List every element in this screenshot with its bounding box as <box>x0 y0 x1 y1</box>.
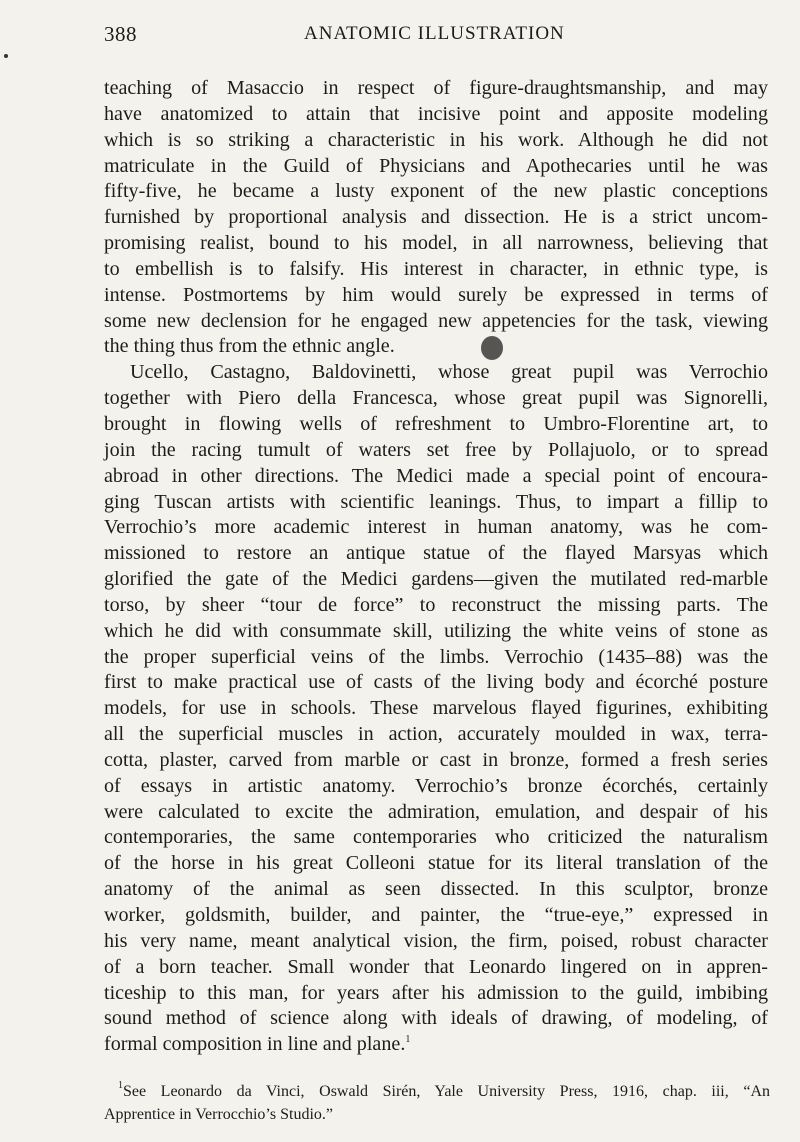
text-line: some new declension for he engaged new appetencies for the task, viewing <box>104 309 768 332</box>
text-line: have anatomized to attain that incisive point and apposite modeling <box>104 102 768 125</box>
text-line: sound method of science along with ideals of drawing, of modeling, of <box>104 1007 768 1030</box>
text-line: were calculated to excite the admiration, emulation, and despair of his <box>104 800 768 823</box>
page-number: 388 <box>104 22 137 46</box>
text-line-with-footnote-ref <box>104 1032 768 1058</box>
footnote-line <box>104 1080 770 1103</box>
text-line: intense. Postmortems by him would surely be expressed in terms of <box>104 283 768 306</box>
margin-speck <box>4 54 8 58</box>
text-line: which is so striking a characteristic in his work. Although he did not <box>104 128 768 151</box>
text-line: of essays in artistic anatomy. Verrochio’s bronze écorchés, certainly <box>104 774 768 797</box>
text-line: matriculate in the Guild of Physicians and Apothecaries until he was <box>104 154 768 177</box>
footnote-reference[interactable]: 1 <box>405 1034 411 1046</box>
paragraph-2 <box>104 360 768 1058</box>
text-line: cotta, plaster, carved from marble or cast in bronze, formed a fresh series <box>104 748 768 771</box>
footnote-line: Apprentice in Verrocchio’s Studio.” <box>104 1106 333 1123</box>
text-line: glorified the gate of the Medici gardens—given the mutilated red-marble <box>104 568 768 591</box>
paragraph-1 <box>104 76 768 360</box>
text-line: furnished by proportional analysis and dissection. He is a strict uncom- <box>104 206 768 229</box>
text-line: all the superficial muscles in action, accurately moulded in wax, terra- <box>104 723 768 746</box>
footnote <box>104 1080 770 1126</box>
text-line: his very name, meant analytical vision, the firm, poised, robust character <box>104 929 768 952</box>
page-header <box>104 22 764 52</box>
text-line: which he did with consummate skill, utilizing the white veins of stone as <box>104 619 768 642</box>
text-line: first to make practical use of casts of the living body and écorché posture <box>104 671 768 694</box>
text-line: ging Tuscan artists with scientific leanings. Thus, to impart a fillip to <box>104 490 768 513</box>
text-line: fifty-five, he became a lusty exponent of the new plastic conceptions <box>104 180 768 203</box>
text-line: worker, goldsmith, builder, and painter, the “true-eye,” expressed in <box>104 904 768 926</box>
text-line: torso, by sheer “tour de force” to reconstruct the missing parts. The <box>104 593 768 616</box>
text-line: together with Piero della Francesca, whose great pupil was Signorelli, <box>104 387 768 410</box>
text-line: anatomy of the animal as seen dissected. In this sculptor, bronze <box>104 878 768 901</box>
text-line: formal composition in line and plane. <box>104 1033 406 1056</box>
text-line: Verrochio’s more academic interest in human anatomy, was he com- <box>104 516 768 539</box>
text-line: the proper superficial veins of the limbs. Verrochio (1435–88) was the <box>104 645 768 668</box>
text-line: models, for use in schools. These marvelous flayed figurines, exhibiting <box>104 697 768 720</box>
body-text <box>104 76 768 1058</box>
text-line: promising realist, bound to his model, in all narrowness, believing that <box>104 232 768 255</box>
text-line: teaching of Masaccio in respect of figure-draughtsmanship, and may <box>104 77 768 99</box>
ink-blot <box>481 336 503 360</box>
text-line: the thing thus from the ethnic angle. <box>104 335 395 358</box>
running-head: ANATOMIC ILLUSTRATION <box>304 23 565 44</box>
text-line: to embellish is to falsify. His interest in character, in ethnic type, is <box>104 257 768 280</box>
text-line: missioned to restore an antique statue of the flayed Marsyas which <box>104 542 768 565</box>
text-line: contemporaries, the same contemporaries who criticized the naturalism <box>104 826 768 849</box>
text-line: brought in flowing wells of refreshment to Umbro-Florentine art, to <box>104 412 768 435</box>
text-line: of the horse in his great Colleoni statue for its literal translation of the <box>104 852 768 875</box>
text-line: of a born teacher. Small wonder that Leonardo lingered on in appren- <box>104 955 768 978</box>
footnote-text: See Leonardo da Vinci, Oswald Sirén, Yale University Press, 1916, chap. iii, “An <box>123 1083 770 1100</box>
text-line: ticeship to this man, for years after his admission to the guild, imbibing <box>104 981 768 1004</box>
text-line: join the racing tumult of waters set free by Pollajuolo, or to spread <box>104 438 768 461</box>
text-line: Ucello, Castagno, Baldovinetti, whose great pupil was Verrochio <box>130 361 768 384</box>
footnote-marker: 1 <box>118 1080 123 1091</box>
text-line: abroad in other directions. The Medici made a special point of encoura- <box>104 464 768 487</box>
